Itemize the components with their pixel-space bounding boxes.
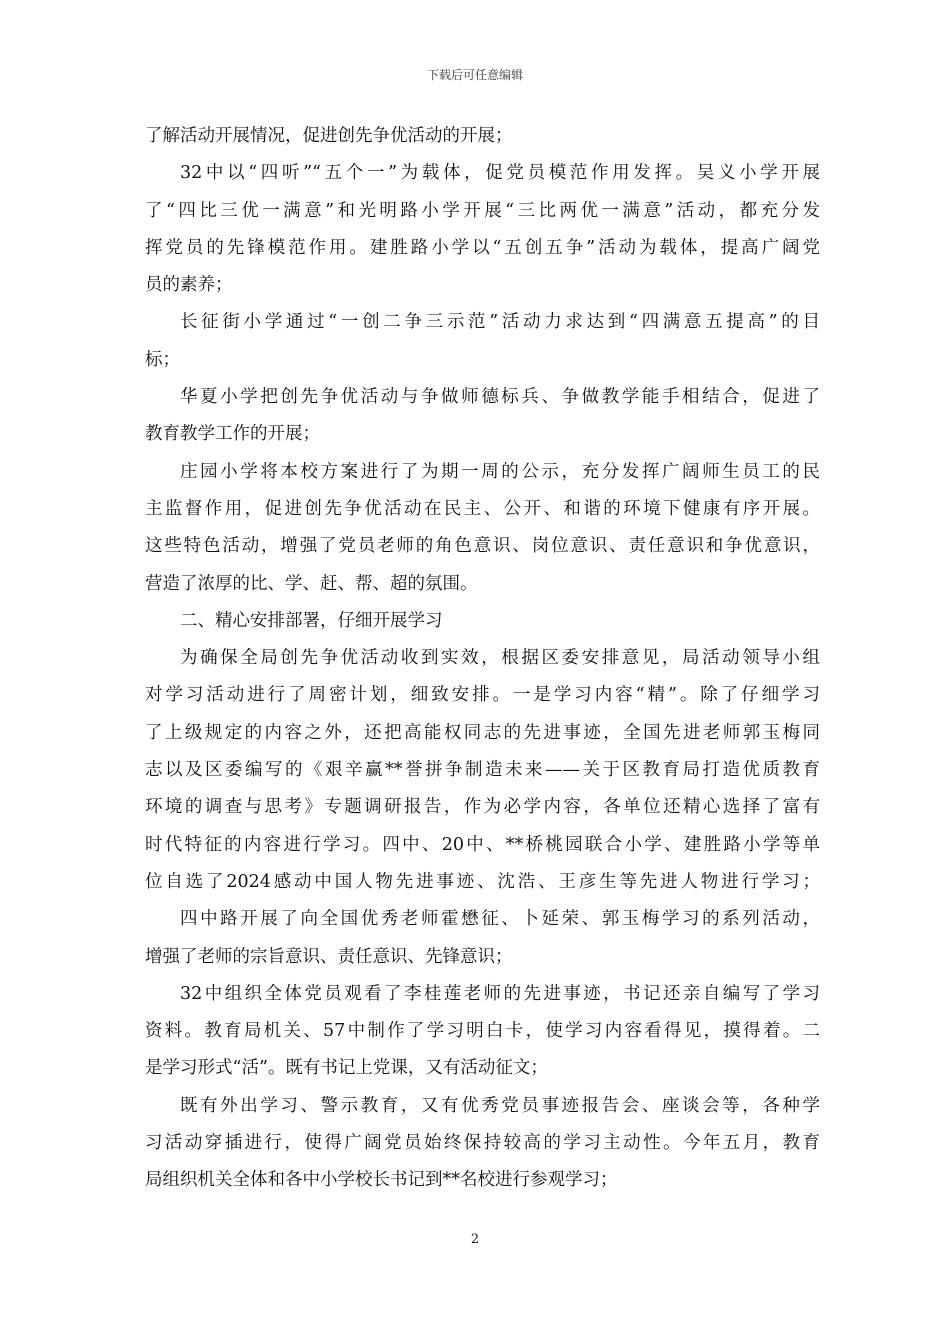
text-line: 既有外出学习、警示教育，又有优秀党员事迹报告会、座谈会等，各种学 [180, 1095, 820, 1116]
text-line: 员的素养； [145, 275, 233, 296]
page-header: 下载后可任意编辑 [426, 68, 523, 82]
text-line: 这些特色活动，增强了党员老师的角色意识、岗位意识、责任意识和争优意识， [145, 536, 820, 557]
text-line: 32中以“四听”“五个一”为载体，促党员模范作用发挥。吴义小学开展 [180, 163, 820, 184]
text-line: 习活动穿插进行，使得广阔党员始终保持较高的学习主动性。今年五月，教育 [145, 1133, 820, 1154]
text-line: 环境的调查与思考》专题调研报告，作为必学内容，各单位还精心选择了富有 [145, 797, 820, 818]
text-line: 挥党员的先锋模范作用。建胜路小学以“五创五争”活动为载体，提高广阔党 [145, 237, 820, 258]
text-line: 了“四比三优一满意”和光明路小学开展“三比两优一满意”活动，都充分发 [145, 200, 820, 221]
text-line: 教育教学工作的开展； [145, 424, 320, 445]
text-line: 长征街小学通过“一创二争三示范”活动力求达到“四满意五提高”的目 [180, 312, 820, 333]
text-line: 二、精心安排部署，仔细开展学习 [180, 610, 443, 631]
text-line: 华夏小学把创先争优活动与争做师德标兵、争做教学能手相结合，促进了 [180, 387, 820, 408]
text-line: 营造了浓厚的比、学、赶、帮、超的氛围。 [145, 573, 478, 594]
text-line: 标； [145, 349, 180, 370]
text-line: 志以及区委编写的《艰辛赢**誉拼争制造未来——关于区教育局打造优质教育 [145, 760, 820, 781]
text-line: 了解活动开展情况，促进创先争优活动的开展； [145, 126, 513, 146]
text-line: 是学习形式“活”。既有书记上党课，又有活动征文； [145, 1058, 548, 1079]
text-line: 资料。教育局机关、57中制作了学习明白卡，使学习内容看得见，摸得着。二 [145, 1021, 820, 1042]
text-line: 四中路开展了向全国优秀老师霍懋征、卜延荣、郭玉梅学习的系列活动， [180, 909, 820, 930]
text-line: 庄园小学将本校方案进行了为期一周的公示，充分发挥广阔师生员工的民 [180, 461, 820, 482]
text-line: 对学习活动进行了周密计划，细致安排。一是学习内容“精”。除了仔细学习 [145, 685, 820, 706]
text-line: 位自选了2024感动中国人物先进事迹、沈浩、王彦生等先进人物进行学习； [145, 871, 820, 892]
text-line: 32中组织全体党员观看了李桂莲老师的先进事迹，书记还亲自编写了学习 [180, 983, 820, 1004]
text-line: 主监督作用，促进创先争优活动在民主、公开、和谐的环境下健康有序开展。 [145, 498, 820, 519]
text-line: 时代特征的内容进行学习。四中、20中、**桥桃园联合小学、建胜路小学等单 [145, 834, 820, 855]
text-line: 增强了老师的宗旨意识、责任意识、先锋意识； [145, 946, 513, 967]
page-number: 2 [470, 1232, 480, 1247]
text-line: 了上级规定的内容之外，还把高能权同志的先进事迹，全国先进老师郭玉梅同 [145, 722, 820, 743]
text-line: 为确保全局创先争优活动收到实效，根据区委安排意见，局活动领导小组 [180, 648, 820, 669]
text-line: 局组织机关全体和各中小学校长书记到**名校进行参观学习； [145, 1170, 618, 1191]
document-body [145, 118, 820, 1200]
